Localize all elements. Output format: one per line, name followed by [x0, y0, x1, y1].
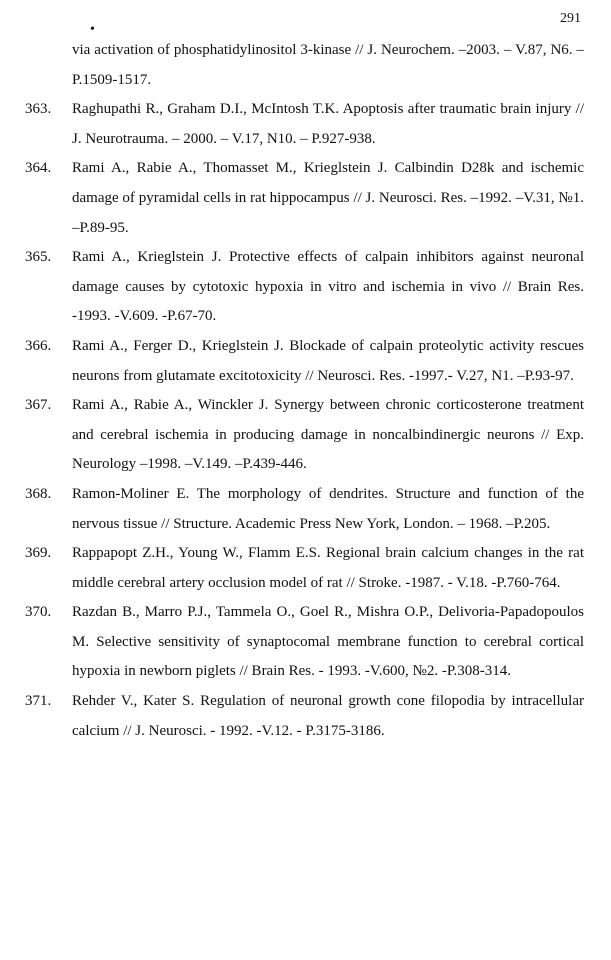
- reference-text: Rami A., Rabie A., Winckler J. Synergy between chronic corticosterone treatment and cerebral ischemia in producing damage in noncalbindinergic neurons // Exp. Neurology –1998. –V.149. –P.439-446.: [72, 397, 584, 473]
- reference-item-363: [0, 95, 611, 154]
- reference-number: 369.: [25, 545, 52, 562]
- reference-text: Rami A., Ferger D., Krieglstein J. Blockade of calpain proteolytic activity rescues neurons from glutamate excitotoxicity // Neurosci. Res. -1997.- V.27, N1. –P.93-97.: [72, 337, 584, 384]
- reference-item-371: [0, 687, 611, 746]
- reference-text: Rappapopt Z.H., Young W., Flamm E.S. Regional brain calcium changes in the rat middle cerebral artery occlusion model of rat // Stroke. -1987. - V.18. -P.760-764.: [72, 545, 584, 591]
- reference-number: 370.: [25, 604, 52, 621]
- reference-item-369: [0, 539, 611, 598]
- reference-item-364: [0, 154, 611, 243]
- reference-item-367: [0, 391, 611, 480]
- reference-text: Ramon-Moliner E. The morphology of dendrites. Structure and function of the nervous tissue // Structure. Academic Press New York, London. – 1968. –P.205.: [72, 485, 584, 532]
- reference-item-362-continued: [0, 36, 611, 95]
- reference-number: 371.: [25, 693, 52, 710]
- reference-number: 363.: [25, 101, 52, 118]
- reference-text: Razdan B., Marro P.J., Tammela O., Goel R., Mishra O.P., Delivoria-Papadopoulos M. Selective sensitivity of synaptocomal membrane function to cerebral cortical hypoxia in newborn piglets // Brain Res. - 1993. -V.600, №2. -P.308-314.: [72, 604, 584, 680]
- reference-number: 365.: [25, 249, 52, 266]
- page-number: 291: [560, 11, 581, 26]
- reference-text: Rami A., Rabie A., Thomasset M., Krieglstein J. Calbindin D28k and ischemic damage of pyramidal cells in rat hippocampus // J. Neurosci. Res. –1992. –V.31, №1. –P.89-95.: [72, 160, 584, 236]
- reference-number: 366.: [25, 337, 52, 354]
- stray-mark: •: [90, 22, 95, 37]
- reference-number: 368.: [25, 485, 52, 502]
- reference-item-366: [0, 332, 611, 391]
- reference-item-368: [0, 480, 611, 539]
- reference-item-365: [0, 243, 611, 332]
- reference-list: [0, 36, 611, 746]
- reference-text: via activation of phosphatidylinositol 3-kinase // J. Neurochem. –2003. – V.87, N6. –P.1509-1517.: [72, 42, 584, 88]
- reference-text: Raghupathi R., Graham D.I., McIntosh T.K. Apoptosis after traumatic brain injury // J. Neurotrauma. – 2000. – V.17, N10. – P.927-938.: [72, 101, 584, 147]
- reference-item-370: [0, 598, 611, 687]
- reference-number: 364.: [25, 160, 52, 177]
- reference-text: Rehder V., Kater S. Regulation of neuronal growth cone filopodia by intracellular calcium // J. Neurosci. - 1992. -V.12. - P.3175-3186.: [72, 693, 584, 739]
- reference-text: Rami A., Krieglstein J. Protective effects of calpain inhibitors against neuronal damage causes by cytotoxic hypoxia in vitro and ischemia in vivo // Brain Res. -1993. -V.609. -P.67-70.: [72, 249, 584, 325]
- reference-number: 367.: [25, 397, 52, 414]
